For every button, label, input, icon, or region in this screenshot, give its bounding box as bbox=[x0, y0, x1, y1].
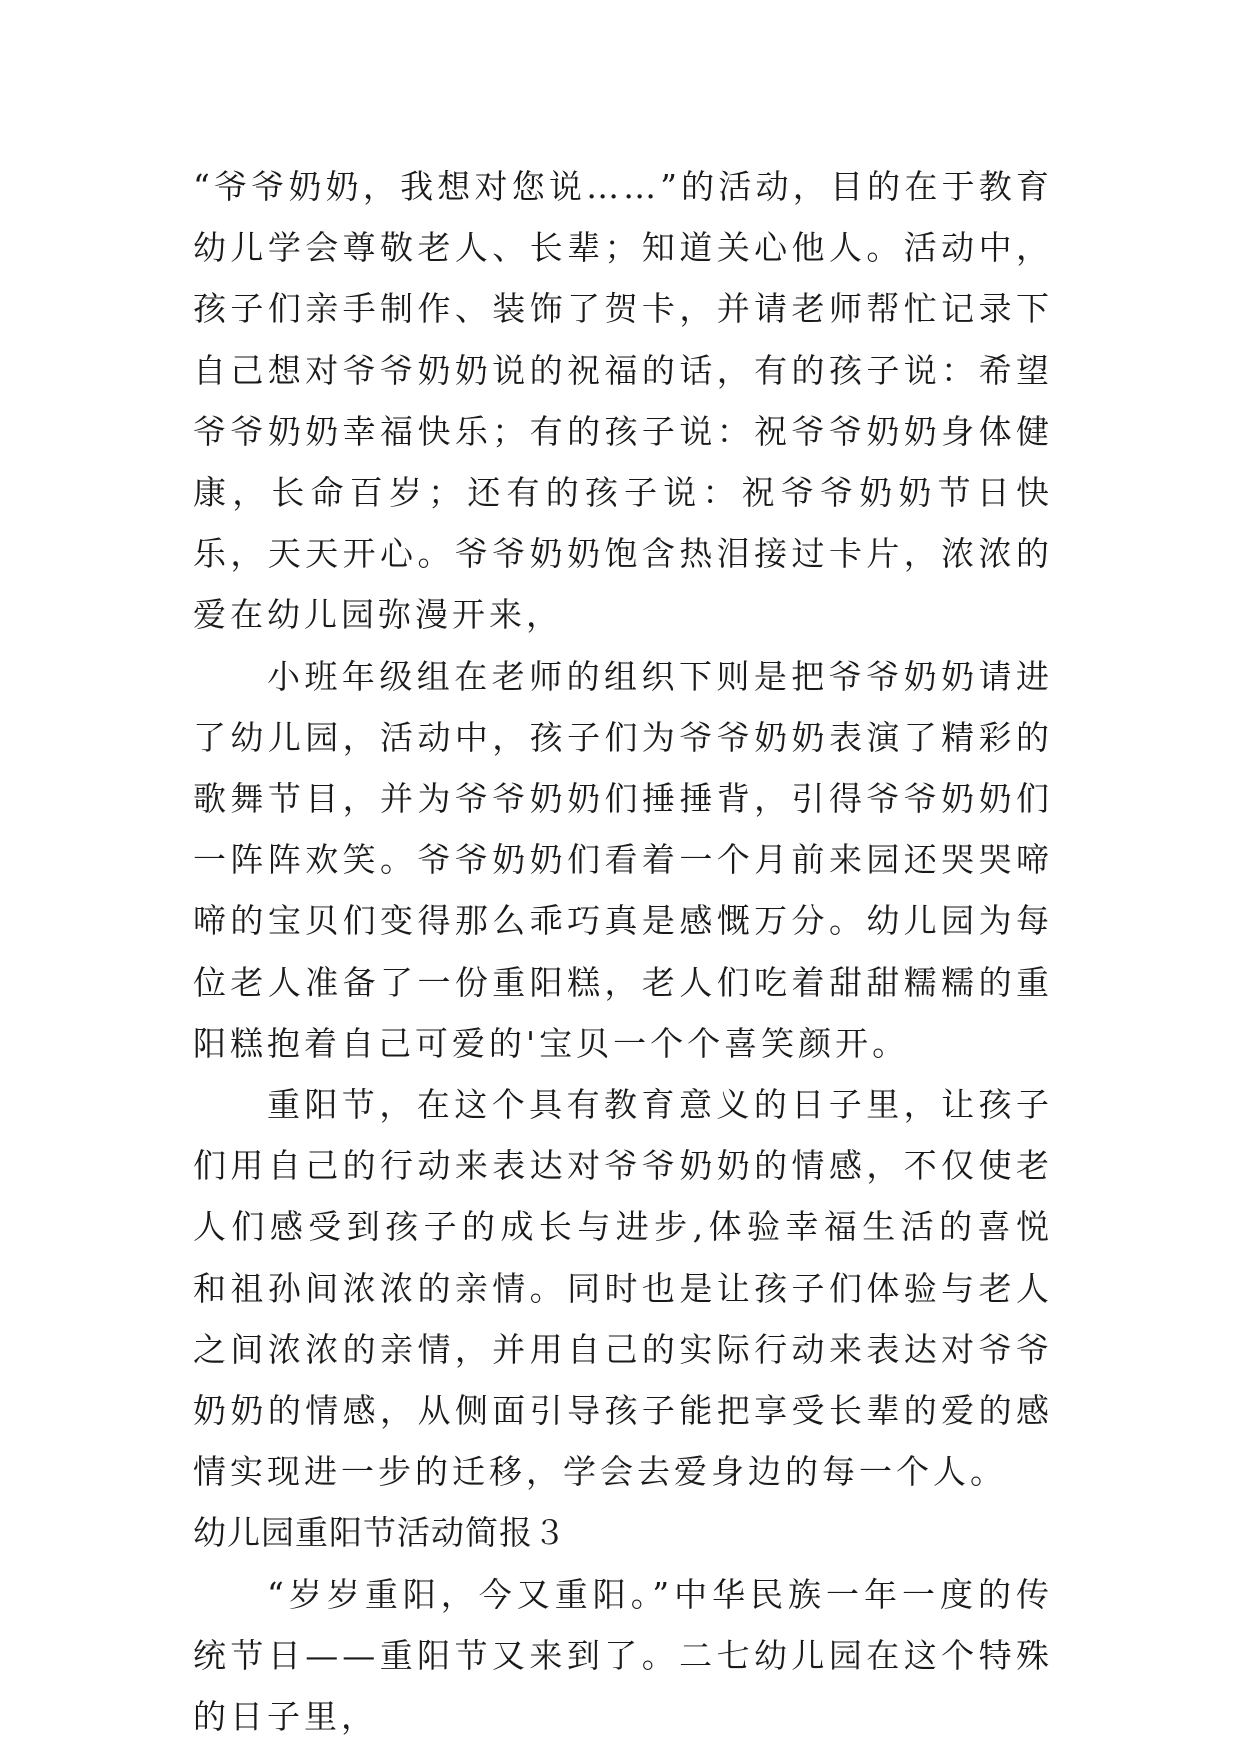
paragraph-small-class: 小班年级组在老师的组织下则是把爷爷奶奶请进了幼儿园，活动中，孩子们为爷爷奶奶表演了精彩的歌舞节目，并为爷爷奶奶们捶捶背，引得爷爷奶奶们一阵阵欢笑。爷爷奶奶们看着一个月前来园还哭哭啼啼的宝贝们变得那么乖巧真是感慨万分。幼儿园为每位老人准备了一份重阳糕，老人们吃着甜甜糯糯的重阳糕抱着自己可爱的'宝贝一个个喜笑颜开。 bbox=[193, 656, 1053, 1063]
paragraph-activity-card: “爷爷奶奶，我想对您说……”的活动，目的在于教育幼儿学会尊敬老人、长辈；知道关心他人。活动中，孩子们亲手制作、装饰了贺卡，并请老师帮忙记录下自己想对爷爷奶奶说的祝福的话，有的孩子说：希望爷爷奶奶幸福快乐；有的孩子说：祝爷爷奶奶身体健康，长命百岁；还有的孩子说：祝爷爷奶奶节日快乐，天天开心。爷爷奶奶饱含热泪接过卡片，浓浓的爱在幼儿园弥漫开来， bbox=[193, 167, 1053, 635]
paragraph-education-meaning: 重阳节，在这个具有教育意义的日子里，让孩子们用自己的行动来表达对爷爷奶奶的情感，不仅使老人们感受到孩子的成长与进步,体验幸福生活的喜悦和祖孙间浓浓的亲情。同时也是让孩子们体验与老人之间浓浓的亲情，并用自己的实际行动来表达对爷爷奶奶的情感，从侧面引导孩子能把享受长辈的爱的感情实现进一步的迁移，学会去爱身边的每一个人。 bbox=[193, 1085, 1053, 1492]
paragraph-chongyang-intro: “岁岁重阳，今又重阳。”中华民族一年一度的传统节日——重阳节又来到了。二七幼儿园在这个特殊的日子里， bbox=[193, 1574, 1053, 1737]
document-body bbox=[193, 156, 1053, 1747]
section-heading: 幼儿园重阳节活动简报３ bbox=[193, 1513, 567, 1553]
